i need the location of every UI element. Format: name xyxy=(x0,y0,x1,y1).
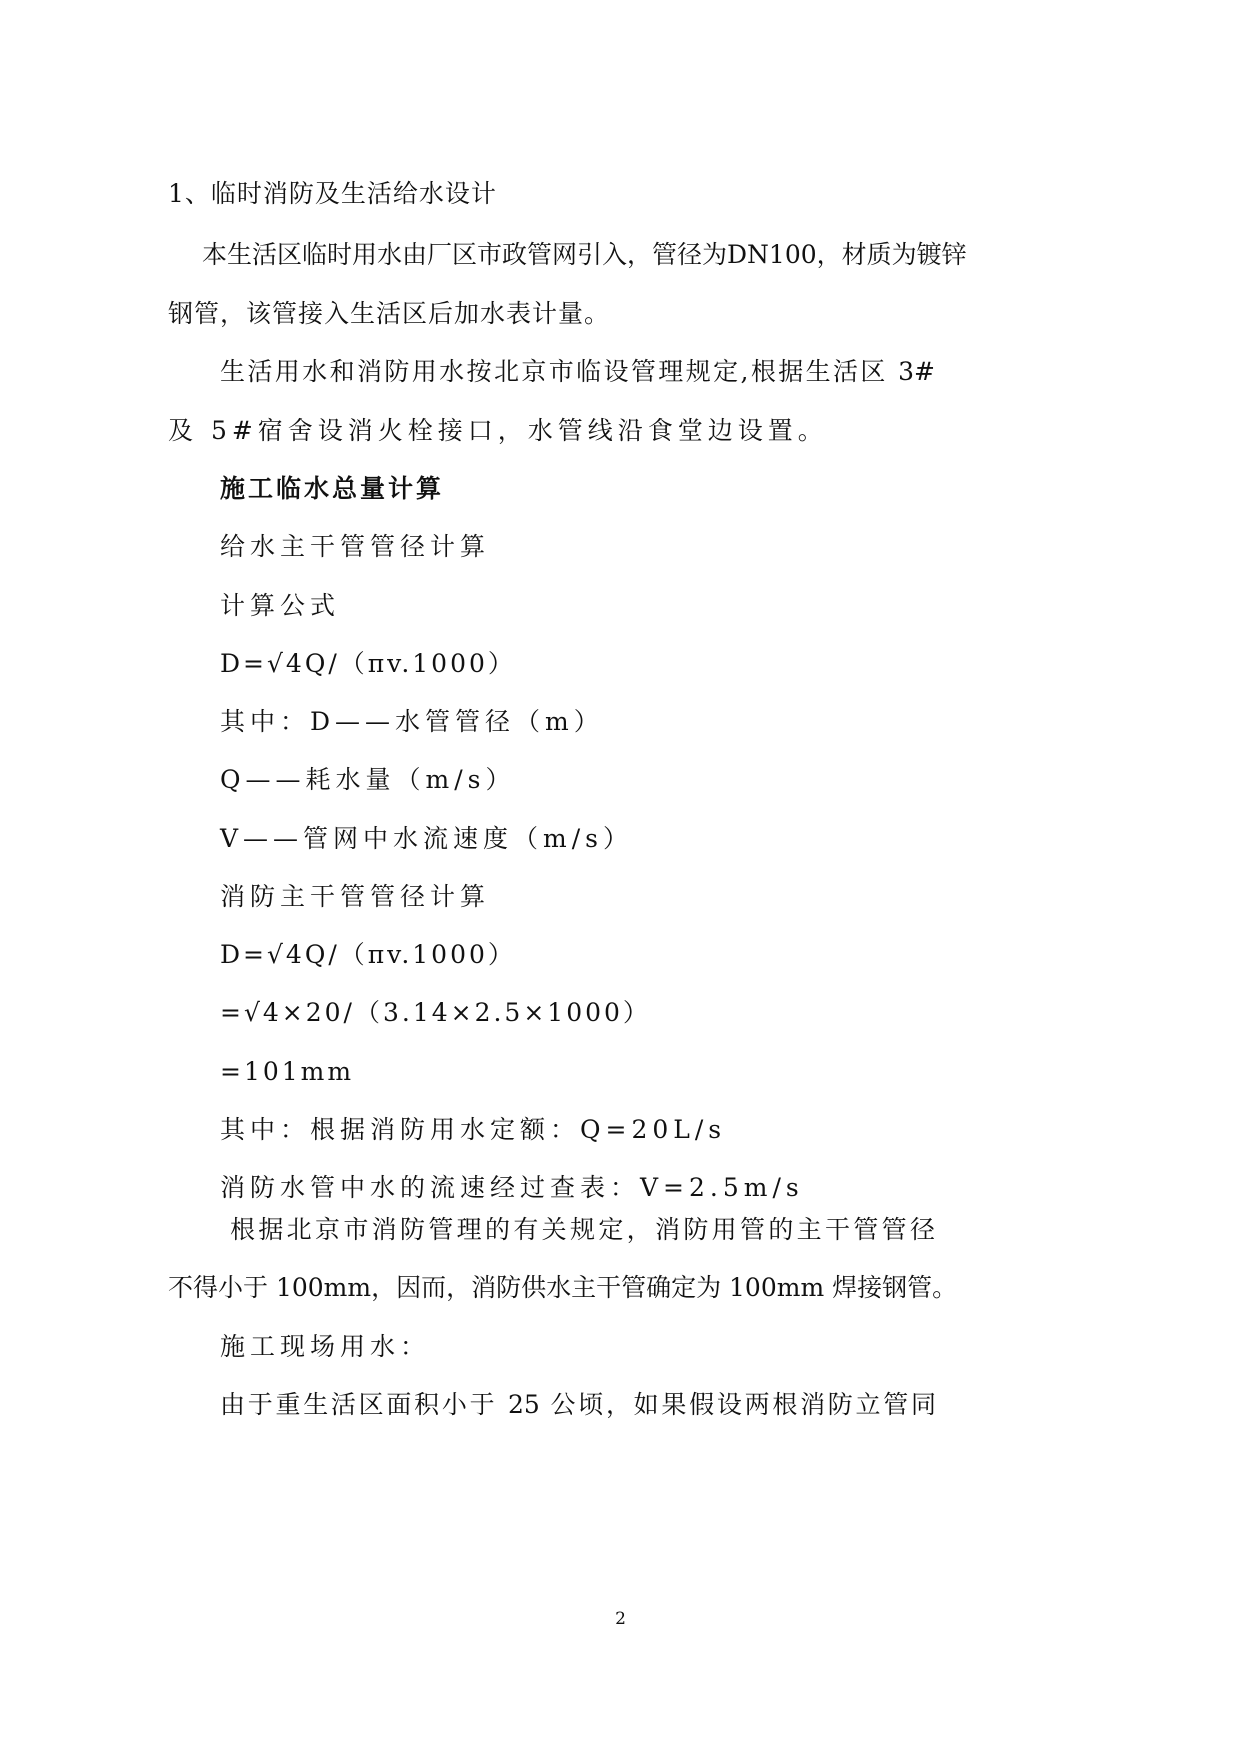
section-title: 施工临水总量计算 xyxy=(220,474,445,503)
paragraph-1-line-1: 本生活区临时用水由厂区市政管网引入，管径为DN100，材质为镀锌 xyxy=(202,240,967,269)
water-main-formula: D=√4Q/（πv.1000） xyxy=(220,649,516,678)
paragraph-2-line-1: 生活用水和消防用水按北京市临设管理规定,根据生活区 3# xyxy=(220,357,935,386)
fire-main-title: 消防主干管管径计算 xyxy=(220,882,491,911)
definition-q: Q——耗水量（m/s） xyxy=(220,765,516,794)
definition-v: V——管网中水流速度（m/s） xyxy=(220,824,634,853)
section-heading: 1、临时消防及生活给水设计 xyxy=(168,179,497,208)
site-water-heading: 施工现场用水： xyxy=(220,1332,431,1361)
fire-main-formula: D=√4Q/（πv.1000） xyxy=(220,940,516,969)
formula-label: 计算公式 xyxy=(220,591,341,620)
definition-d: 其中：D——水管管径（m） xyxy=(220,707,604,736)
fire-main-result: =101mm xyxy=(220,1057,355,1086)
paragraph-3-line-2: 不得小于 100mm，因而，消防供水主干管确定为 100mm 焊接钢管。 xyxy=(168,1273,958,1302)
water-main-title: 给水主干管管径计算 xyxy=(220,532,491,561)
fire-velocity-definition: 消防水管中水的流速经过查表：V=2.5m/s xyxy=(220,1173,804,1202)
paragraph-2-line-2: 及 5#宿舍设消火栓接口，水管线沿食堂边设置。 xyxy=(168,416,828,445)
page-number: 2 xyxy=(615,1609,626,1629)
fire-flow-definition: 其中：根据消防用水定额：Q=20L/s xyxy=(220,1115,727,1144)
fire-main-substitution: =√4×20/（3.14×2.5×1000） xyxy=(220,998,651,1027)
paragraph-3-line-1: 根据北京市消防管理的有关规定，消防用管的主干管管径 xyxy=(230,1215,935,1244)
paragraph-1-line-2: 钢管，该管接入生活区后加水表计量。 xyxy=(168,299,611,328)
paragraph-4-line-1: 由于重生活区面积小于 25 公顷，如果假设两根消防立管同 xyxy=(220,1390,936,1419)
